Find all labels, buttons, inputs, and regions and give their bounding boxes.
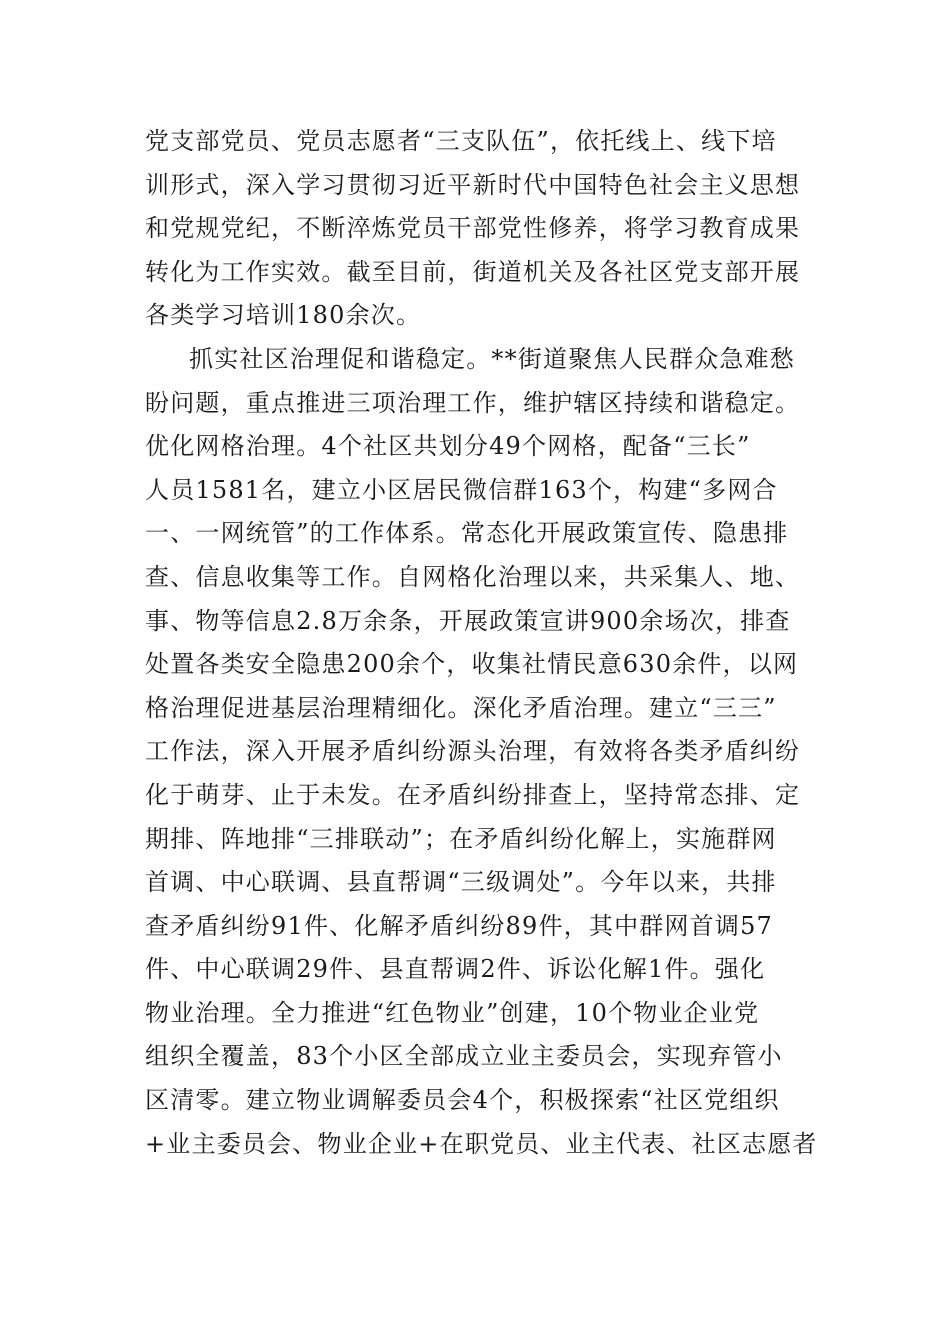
text-line: 件、中心联调29件、县直帮调2件、诉讼化解1件。强化 (145, 955, 766, 984)
text-line: 工作法，深入开展矛盾纠纷源头治理，有效将各类矛盾纠纷 (145, 737, 801, 766)
text-line: 各类学习培训180余次。 (145, 301, 422, 330)
paragraph-party-training (145, 120, 810, 338)
text-line: 首调、中心联调、县直帮调“三级调处”。今年以来，共排 (145, 868, 777, 897)
text-line: 转化为工作实效。截至目前，街道机关及各社区党支部开展 (145, 257, 801, 286)
text-line: 格治理促进基层治理精细化。深化矛盾治理。建立“三三” (145, 693, 777, 722)
text-line: 区清零。建立物业调解委员会4个，积极探索“社区党组织 (145, 1086, 780, 1115)
text-line-indented: 抓实社区治理促和谐稳定。**街道聚焦人民群众急难愁 (189, 344, 795, 373)
text-line: 人员1581名，建立小区居民微信群163个，构建“多网合 (145, 475, 778, 504)
text-line: 处置各类安全隐患200余个，收集社情民意630余件，以网 (145, 650, 799, 679)
document-body (145, 120, 818, 1166)
text-line: 期排、阵地排“三排联动”；在矛盾纠纷化解上，实施群网 (145, 824, 777, 853)
text-line: 查、信息收集等工作。自网格化治理以来，共采集人、地、 (145, 562, 801, 591)
text-line: 化于萌芽、止于未发。在矛盾纠纷排查上，坚持常态排、定 (145, 780, 801, 809)
text-line: 盼问题，重点推进三项治理工作，维护辖区持续和谐稳定。 (145, 388, 801, 417)
text-line: 组织全覆盖，83个小区全部成立业主委员会，实现弃管小 (145, 1042, 783, 1071)
text-line: 党支部党员、党员志愿者“三支队伍”，依托线上、线下培 (145, 127, 777, 155)
text-line: 物业治理。全力推进“红色物业”创建，10个物业企业党 (145, 998, 760, 1027)
text-line: +业主委员会、物业企业+在职党员、业主代表、社区志愿者 (145, 1129, 818, 1158)
text-line: 一、一网统管”的工作体系。常态化开展政策宣传、隐患排 (145, 519, 789, 548)
text-line: 和党规党纪，不断淬炼党员干部党性修养，将学习教育成果 (145, 214, 801, 243)
text-line: 优化网格治理。4个社区共划分49个网格，配备“三长” (145, 432, 751, 461)
text-line: 查矛盾纠纷91件、化解矛盾纠纷89件，其中群网首调57 (145, 911, 774, 940)
text-line: 事、物等信息2.8万余条，开展政策宣讲900余场次，排查 (145, 606, 791, 635)
paragraph-community-governance (145, 338, 818, 1166)
text-line: 训形式，深入学习贯彻习近平新时代中国特色社会主义思想 (145, 170, 801, 199)
